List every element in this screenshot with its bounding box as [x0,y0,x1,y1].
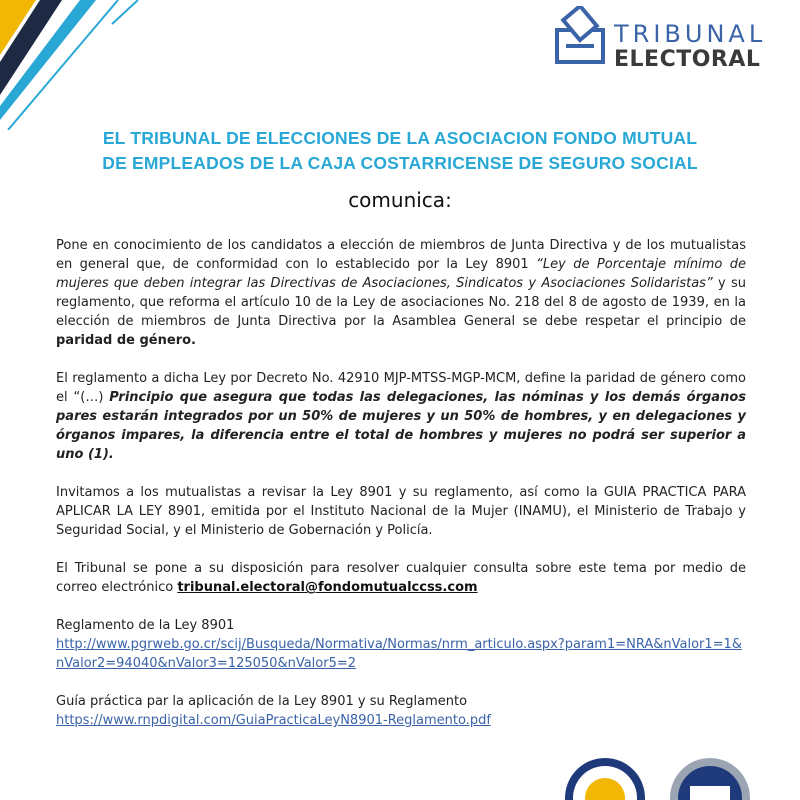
logo-text-tribunal: TRIBUNAL [614,20,767,48]
seal-sistema-gestion-icon [670,758,750,800]
certification-seals [560,750,800,800]
title-line-2: DE EMPLEADOS DE LA CAJA COSTARRICENSE DE SEGURO SOCIAL [102,153,698,173]
title-line-1: EL TRIBUNAL DE ELECCIONES DE LA ASOCIACION FONDO MUTUAL [102,128,698,148]
page-subtitle: comunica: [348,188,452,212]
reglamento-label: Reglamento de la Ley 8901 [56,618,235,633]
p2-quote: Principio que asegura que todas las delegaciones, las nóminas y los demás órganos pares estarán integrados por un 50% de mujeres y un 50% de hombres, y en delegaciones y órganos impares, la diferencia entre el total de hombres y mujeres no podrá ser superior a uno (1). [56,390,746,462]
paragraph-3: Invitamos a los mutualistas a revisar la Ley 8901 y su reglamento, así como la GUIA PRACTICA PARA APLICAR LA LEY 8901, emitida por el Instituto Nacional de la Mujer (INAMU), el Ministerio de Trabajo y Seguridad Social, y el Ministerio de Gobernación y Policía. [56,485,746,538]
corner-decoration [0,0,200,130]
p4-text: El Tribunal se pone a su disposición para resolver cualquier consulta sobre este tema por medio de correo electrónico [56,561,746,595]
guia-block [56,692,746,730]
seal-mutualidad-icon [565,758,645,800]
reglamento-block [56,616,746,673]
reglamento-link[interactable]: http://www.pgrweb.go.cr/scij/Busqueda/Normativa/Normas/nrm_articulo.aspx?param1=NRA&nValor1=1&nValor2=94040&nValor3=125050&nValor5=2 [56,637,742,671]
email-link[interactable]: tribunal.electoral@fondomutualccss.com [177,580,478,595]
p1-emphasis: paridad de género. [56,333,196,348]
p1-middle: y su reglamento, que reforma el artículo 10 de la Ley de asociaciones No. 218 del 8 de agosto de 1939, en la elección de miembros de Junta Directiva por la Asamblea General se debe respetar el principio de [56,276,746,329]
p1-intro: Pone en conocimiento de los candidatos a elección de miembros de Junta Directiva y de los mutualistas en general que, de conformidad con lo establecido por la Ley 8901 [56,238,746,272]
p1-law-title: “Ley de Porcentaje mínimo de mujeres que deben integrar las Directivas de Asociaciones, Sindicatos y Asociaciones Solidaristas” [56,257,747,291]
page-title [0,126,800,176]
paragraph-4 [56,559,746,597]
p2-intro: El reglamento a dicha Ley por Decreto No. 42910 MJP-MTSS-MGP-MCM, define la paridad de género como el “(…) [56,371,746,405]
paragraph-2 [56,369,746,464]
guia-link[interactable]: https://www.rnpdigital.com/GuiaPracticaLeyN8901-Reglamento.pdf [56,713,491,728]
communique-body [56,236,746,749]
guia-label: Guía práctica par la aplicación de la Ley 8901 y su Reglamento [56,694,468,709]
ballot-box-icon [552,6,608,66]
paragraph-1 [56,236,746,350]
logo-text-electoral: ELECTORAL [614,47,761,72]
tribunal-logo [552,6,772,70]
